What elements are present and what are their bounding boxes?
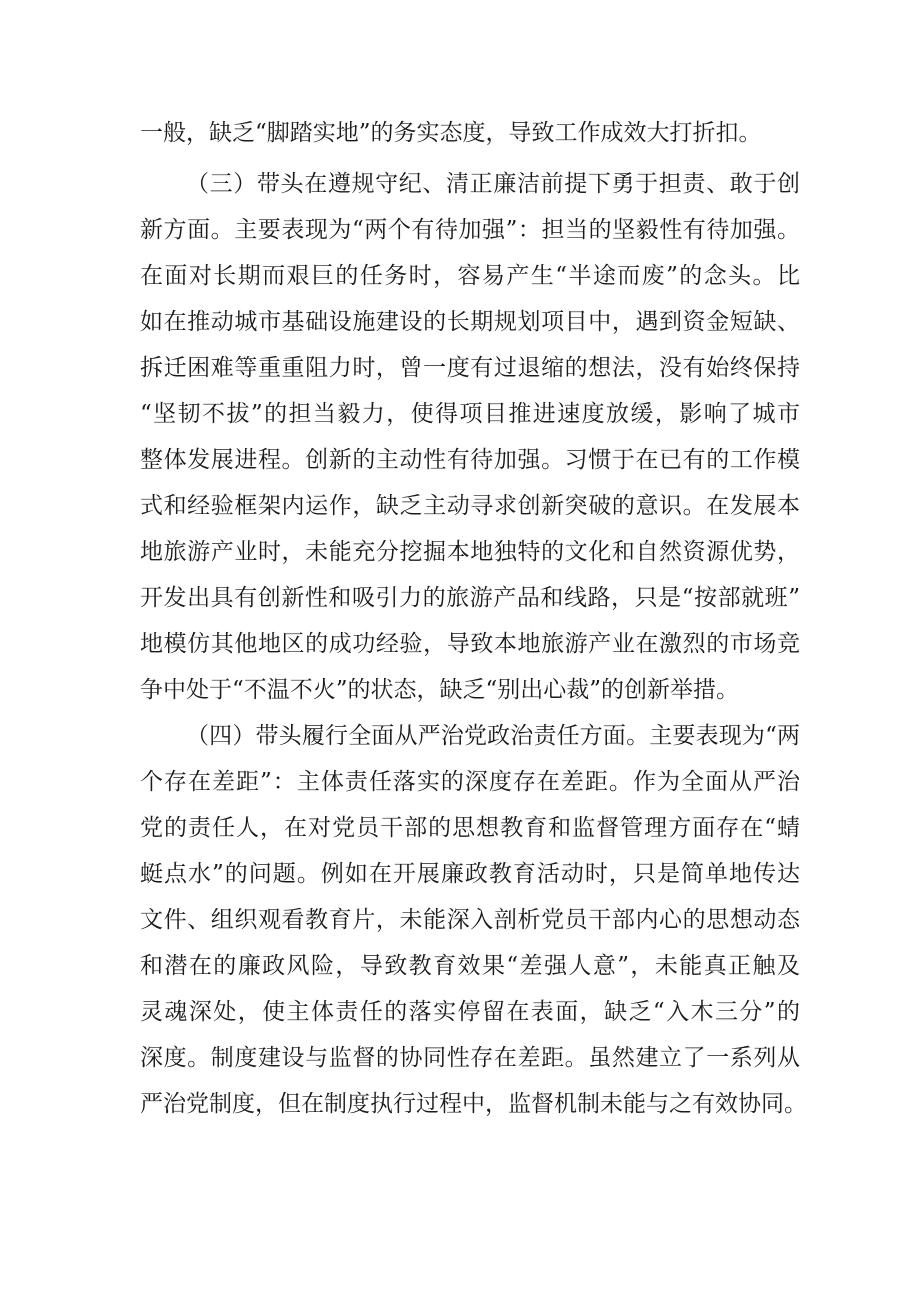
text-line: 争中处于“不温不火”的状态，缺乏“别出心裁”的创新举措。 (140, 677, 740, 703)
text-line: 地模仿其他地区的成功经验，导致本地旅游产业在激烈的市场竞 (140, 631, 800, 657)
text-line: 整体发展进程。创新的主动性有待加强。习惯于在已有的工作模 (140, 447, 800, 473)
text-line: 拆迁困难等重重阻力时，曾一度有过退缩的想法，没有始终保持 (140, 355, 800, 381)
text-line: 地旅游产业时，未能充分挖掘本地独特的文化和自然资源优势， (140, 539, 800, 565)
text-line: 一般，缺乏“脚踏实地”的务实态度，导致工作成效大打折扣。 (140, 120, 762, 146)
text-line: 党的责任人，在对党员干部的思想教育和监督管理方面存在“蜻 (140, 815, 800, 841)
text-line: 灵魂深处，使主体责任的落实停留在表面，缺乏“入木三分”的 (140, 999, 800, 1025)
paragraph-section-four (140, 713, 807, 1127)
text-line: 个存在差距”：主体责任落实的深度存在差距。作为全面从严治 (140, 769, 800, 795)
paragraph-continuation (140, 110, 800, 156)
text-line: “坚韧不拔”的担当毅力，使得项目推进速度放缓，影响了城市 (140, 401, 800, 427)
text-line: 在面对长期而艰巨的任务时，容易产生“半途而废”的念头。比 (140, 263, 800, 289)
text-line: 蜓点水”的问题。例如在开展廉政教育活动时，只是简单地传达 (140, 861, 800, 887)
text-line: 新方面。主要表现为“两个有待加强”：担当的坚毅性有待加强。 (140, 217, 800, 243)
paragraph-section-three (140, 161, 800, 713)
text-line: （三）带头在遵规守纪、清正廉洁前提下勇于担责、敢于创 (186, 171, 800, 197)
text-line: 严治党制度，但在制度执行过程中，监督机制未能与之有效协同。 (140, 1091, 807, 1117)
text-line: 和潜在的廉政风险，导致教育效果“差强人意”，未能真正触及 (140, 953, 800, 979)
text-line: 深度。制度建设与监督的协同性存在差距。虽然建立了一系列从 (140, 1045, 800, 1071)
text-line: 开发出具有创新性和吸引力的旅游产品和线路，只是“按部就班” (140, 585, 800, 611)
document-body (140, 110, 807, 1127)
text-line: 如在推动城市基础设施建设的长期规划项目中，遇到资金短缺、 (140, 309, 800, 335)
text-line: 式和经验框架内运作，缺乏主动寻求创新突破的意识。在发展本 (140, 493, 800, 519)
text-line: （四）带头履行全面从严治党政治责任方面。主要表现为“两 (186, 723, 800, 749)
text-line: 文件、组织观看教育片，未能深入剖析党员干部内心的思想动态 (140, 907, 800, 933)
